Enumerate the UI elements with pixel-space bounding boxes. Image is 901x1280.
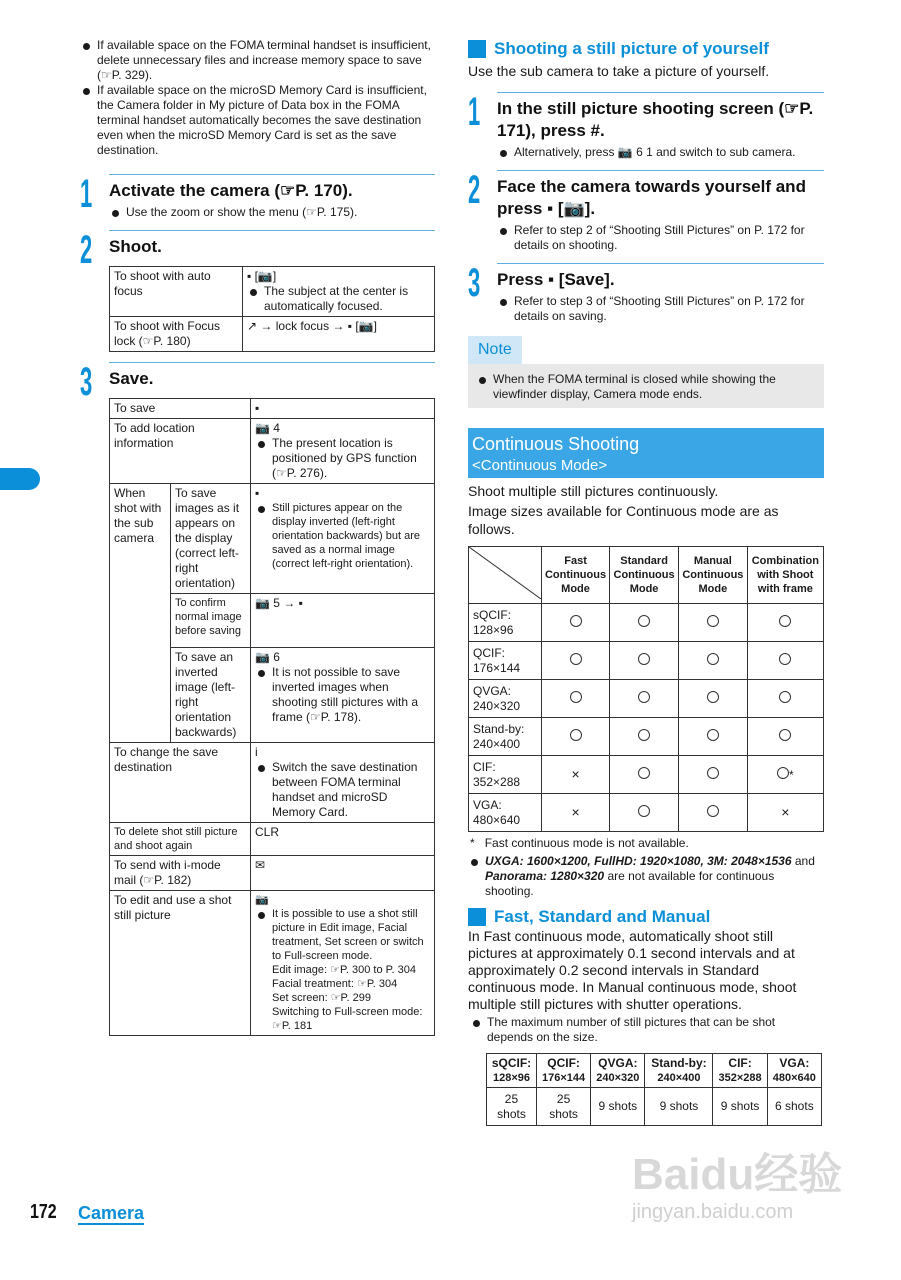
available-mark — [707, 653, 719, 665]
shots-cell — [591, 1088, 645, 1126]
row-operation — [251, 484, 435, 594]
unavailable-mark: × — [571, 765, 580, 782]
step-number: 1 — [80, 172, 93, 216]
watermark-url: jingyan.baidu.com — [632, 1201, 794, 1223]
table-row — [487, 1088, 822, 1126]
available-mark — [638, 615, 650, 627]
row-label: To save — [110, 399, 251, 419]
row-operation: 📷 5 → ▪ — [251, 594, 435, 648]
row-operation: CLR — [251, 823, 435, 856]
section-body: In Fast continuous mode, automatically shoot still pictures at approximately 0.1 second intervals and at approximately 0.2 second intervals in Standard continuous mode. In Manual continuous mode, shoot multiple still pictures with shutter operations. — [468, 928, 797, 1012]
available-mark — [638, 729, 650, 741]
table-row — [469, 756, 824, 794]
available-mark — [570, 615, 582, 627]
intro-bullet: If available space on the microSD Memory Card is insufficient, the Camera folder in My picture of Data box in the FOMA terminal handset automatically becomes the save destination even when the microSD Memory Card is set as the save destination. — [80, 83, 435, 158]
available-mark — [638, 691, 650, 703]
cell-line: shots — [549, 1106, 578, 1121]
availability-cell — [679, 794, 748, 832]
section-heading: Shooting a still picture of yourself — [468, 38, 824, 60]
row-label: To change the save destination — [110, 743, 251, 823]
available-mark — [779, 729, 791, 741]
column-header: Combination with Shoot with frame — [747, 547, 823, 604]
step-number: 1 — [468, 90, 481, 134]
unsupported-note — [468, 854, 824, 899]
step-title: Save. — [109, 362, 435, 390]
ref-line: Set screen: ☞P. 299 — [272, 992, 371, 1004]
operation-keys: 📷 4 — [255, 421, 280, 435]
page-number: 172 — [30, 1201, 57, 1223]
column-header — [713, 1054, 767, 1088]
step-bullet: Use the zoom or show the menu (☞P. 175). — [109, 205, 435, 220]
step-number: 2 — [80, 228, 93, 272]
shots-cell — [536, 1088, 590, 1126]
section-heading: Fast, Standard and Manual — [468, 906, 824, 928]
table-row — [469, 642, 824, 680]
availability-cell — [542, 604, 610, 642]
unsupported-sizes: UXGA: 1600×1200, FullHD: 1920×1080, 3M: 2048×1536 — [485, 854, 792, 868]
table-row — [110, 856, 435, 891]
available-mark — [638, 767, 650, 779]
table-row — [469, 680, 824, 718]
unsupported-pano: Panorama: 1280×320 — [485, 869, 605, 883]
step-number: 2 — [468, 168, 481, 212]
continuous-title: Continuous Shooting — [472, 434, 640, 454]
header-line: VGA: — [779, 1056, 810, 1070]
step-bullet: Alternatively, press 📷 6 1 and switch to sub camera. — [497, 145, 824, 160]
step-title: In the still picture shooting screen (☞P. 171), press #. — [497, 92, 824, 142]
footnote-text: Fast continuous mode is not available. — [484, 836, 689, 850]
step-title: Shoot. — [109, 230, 435, 258]
header-line: Stand-by: — [651, 1056, 707, 1070]
cell-line: 25 — [504, 1091, 519, 1106]
row-label: To save an inverted image (left-right orientation backwards) — [171, 648, 251, 743]
available-mark — [570, 653, 582, 665]
row-label: To send with i-mode mail (☞P. 182) — [110, 856, 251, 891]
watermark — [632, 1150, 862, 1270]
note-block — [468, 336, 824, 408]
chapter-side-tab — [0, 468, 40, 490]
availability-cell — [679, 604, 748, 642]
table-header-row — [487, 1054, 822, 1088]
cell-line: 9 shots — [720, 1099, 760, 1113]
available-mark — [779, 615, 791, 627]
availability-cell — [747, 680, 823, 718]
availability-cell — [610, 794, 679, 832]
column-header: Fast Continuous Mode — [542, 547, 610, 604]
shoot-table — [109, 266, 435, 352]
table-row — [110, 891, 435, 1036]
row-label: To delete shot still picture and shoot again — [110, 823, 251, 856]
row-note: The present location is positioned by GPS function (☞P. 276). — [255, 436, 430, 481]
available-mark — [570, 691, 582, 703]
available-mark — [779, 653, 791, 665]
availability-cell — [542, 794, 610, 832]
availability-cell — [542, 718, 610, 756]
table-row — [110, 419, 435, 484]
size-resolution: 128×96 — [473, 622, 514, 637]
column-header — [767, 1054, 821, 1088]
availability-cell — [679, 718, 748, 756]
availability-cell — [542, 756, 610, 794]
continuous-subtitle: <Continuous Mode> — [472, 457, 608, 474]
column-header — [645, 1054, 713, 1088]
header-line: sQCIF: — [491, 1056, 532, 1070]
availability-cell — [747, 642, 823, 680]
ref-line: Facial treatment: ☞P. 304 — [272, 978, 398, 990]
size-resolution: 352×288 — [473, 774, 521, 789]
chapter-name: Camera — [78, 1203, 145, 1223]
row-note: It is possible to use a shot still picture in Edit image, Facial treatment, Set screen or switch to Full-screen mode. — [255, 907, 430, 963]
step-1 — [80, 174, 435, 220]
cell-line: 9 shots — [598, 1099, 638, 1113]
table-row — [110, 317, 435, 352]
corner-cell — [469, 547, 542, 604]
header-line: CIF: — [728, 1056, 752, 1070]
row-label: To add location information — [110, 419, 251, 484]
availability-cell — [542, 642, 610, 680]
footnote-mark: * — [470, 836, 475, 850]
availability-cell — [610, 718, 679, 756]
row-operation — [251, 648, 435, 743]
availability-cell — [747, 794, 823, 832]
cell-line: 6 shots — [775, 1099, 814, 1113]
row-operation: ▪ — [251, 399, 435, 419]
size-resolution: 240×320 — [473, 698, 521, 713]
shots-cell — [767, 1088, 821, 1126]
row-size-label — [469, 604, 542, 642]
note-box — [468, 364, 824, 408]
row-operation — [251, 419, 435, 484]
table-row — [110, 267, 435, 317]
unavailable-mark: × — [781, 803, 790, 820]
continuous-intro: Shoot multiple still pictures continuously. — [468, 483, 719, 499]
row-note: Still pictures appear on the display inverted (left-right orientation backwards) but are saved as a normal image (correct left-right orientation). — [255, 501, 430, 571]
table-row — [469, 604, 824, 642]
available-mark — [707, 729, 719, 741]
row-operation — [251, 891, 435, 1036]
shots-table — [486, 1053, 822, 1126]
operation-keys: ▪ [📷] — [247, 269, 277, 283]
shots-cell — [487, 1088, 537, 1126]
operation-keys: ▪ — [255, 486, 260, 500]
table-row — [110, 484, 435, 594]
available-mark — [707, 615, 719, 627]
row-operation: ↗ → lock focus → ▪ [📷] — [243, 317, 435, 352]
size-name: QVGA: — [473, 683, 512, 698]
note-star: * — [789, 767, 794, 782]
row-label: To confirm normal image before saving — [171, 594, 251, 648]
available-mark — [707, 691, 719, 703]
availability-cell — [542, 680, 610, 718]
availability-cell — [679, 680, 748, 718]
save-table — [109, 398, 435, 1036]
size-name: QCIF: — [473, 645, 505, 660]
size-resolution: 480×640 — [473, 812, 521, 827]
mode-table-body — [469, 604, 824, 832]
footnote — [468, 836, 824, 851]
right-column — [468, 38, 824, 1126]
cell-line: 9 shots — [659, 1099, 699, 1113]
availability-cell — [747, 604, 823, 642]
operation-keys: 📷 6 — [255, 650, 280, 664]
column-header — [591, 1054, 645, 1088]
step-3 — [80, 362, 435, 1036]
row-label: To edit and use a shot still picture — [110, 891, 251, 1036]
left-column — [80, 38, 435, 1036]
step-bullet: Refer to step 2 of “Shooting Still Pictures” on P. 172 for details on shooting. — [497, 223, 824, 253]
header-line: 240×400 — [657, 1072, 701, 1084]
unavailable-mark: × — [571, 803, 580, 820]
operation-keys: 📷 — [255, 894, 269, 906]
header-line: 480×640 — [772, 1072, 816, 1084]
ref-line: Edit image: ☞P. 300 to P. 304 — [272, 964, 416, 976]
column-header — [487, 1054, 537, 1088]
continuous-title-bar — [468, 428, 824, 478]
table-row — [469, 718, 824, 756]
availability-cell — [610, 604, 679, 642]
unsupported-tail: are not available for continuous shooting. — [485, 869, 775, 898]
column-header: Standard Continuous Mode — [610, 547, 679, 604]
operation-keys: i — [255, 745, 258, 759]
continuous-intro: Image sizes available for Continuous mode are as follows. — [468, 503, 779, 537]
group-label: When shot with the sub camera — [110, 484, 171, 743]
step-title: Activate the camera (☞P. 170). — [109, 174, 435, 202]
row-size-label — [469, 680, 542, 718]
shots-cell — [645, 1088, 713, 1126]
step-title: Face the camera towards yourself and press ▪ [📷]. — [497, 170, 824, 220]
right-step-2 — [468, 170, 824, 253]
cell-line: shots — [497, 1106, 526, 1121]
column-header — [536, 1054, 590, 1088]
row-size-label — [469, 794, 542, 832]
unsupported-and: and — [794, 854, 815, 868]
available-mark — [638, 653, 650, 665]
step-title: Press ▪ [Save]. — [497, 263, 824, 291]
step-bullet: Refer to step 3 of “Shooting Still Pictures” on P. 172 for details on saving. — [497, 294, 824, 324]
available-mark — [779, 691, 791, 703]
header-line: 176×144 — [542, 1072, 586, 1084]
availability-cell — [747, 756, 823, 794]
step-2 — [80, 230, 435, 352]
availability-cell — [610, 756, 679, 794]
availability-cell — [679, 756, 748, 794]
cell-line: 25 — [556, 1091, 571, 1106]
available-mark — [707, 805, 719, 817]
size-name: sQCIF: — [473, 607, 511, 622]
availability-cell — [747, 718, 823, 756]
size-name: CIF: — [473, 759, 496, 774]
row-note: Switch the save destination between FOMA terminal handset and microSD Memory Card. — [255, 760, 430, 820]
header-line: 352×288 — [718, 1072, 762, 1084]
row-note: The subject at the center is automatically focused. — [247, 284, 430, 314]
row-note: It is not possible to save inverted images when shooting still pictures with a frame (☞P. 178). — [255, 665, 430, 725]
available-mark — [777, 767, 789, 779]
table-row — [110, 399, 435, 419]
right-step-3 — [468, 263, 824, 324]
size-name: Stand-by: — [473, 721, 525, 736]
available-mark — [570, 729, 582, 741]
section-bullet: The maximum number of still pictures that can be shot depends on the size. — [470, 1015, 824, 1045]
note-tag: Note — [468, 336, 522, 364]
row-operation — [251, 743, 435, 823]
size-resolution: 240×400 — [473, 736, 521, 751]
header-line: 240×320 — [596, 1072, 640, 1084]
step-number: 3 — [80, 360, 93, 404]
row-label: To shoot with Focus lock (☞P. 180) — [110, 317, 243, 352]
row-size-label — [469, 642, 542, 680]
table-header-row — [469, 547, 824, 604]
table-row — [110, 823, 435, 856]
row-operation: ✉ — [251, 856, 435, 891]
intro-bullet: If available space on the FOMA terminal handset is insufficient, delete unnecessary files and increase memory space to save (☞P. 329). — [80, 38, 435, 83]
right-step-1 — [468, 92, 824, 160]
diagonal-line — [469, 547, 541, 599]
availability-cell — [610, 642, 679, 680]
size-resolution: 176×144 — [473, 660, 521, 675]
mode-table — [468, 546, 824, 832]
section-intro: Use the sub camera to take a picture of yourself. — [468, 63, 770, 79]
available-mark — [707, 767, 719, 779]
note-text: When the FOMA terminal is closed while showing the viewfinder display, Camera mode ends. — [476, 372, 816, 402]
row-label: To save images as it appears on the display (correct left-right orientation) — [171, 484, 251, 594]
size-name: VGA: — [473, 797, 502, 812]
availability-cell — [679, 642, 748, 680]
header-line: 128×96 — [492, 1072, 530, 1084]
row-size-label — [469, 756, 542, 794]
column-header: Manual Continuous Mode — [679, 547, 748, 604]
step-number: 3 — [468, 261, 481, 305]
ref-line: Switching to Full-screen mode: ☞P. 181 — [272, 1006, 423, 1032]
header-line: QCIF: — [547, 1056, 580, 1070]
page-footer — [30, 1200, 145, 1224]
table-row — [110, 743, 435, 823]
row-size-label — [469, 718, 542, 756]
table-row — [469, 794, 824, 832]
row-operation — [243, 267, 435, 317]
row-label: To shoot with auto focus — [110, 267, 243, 317]
watermark-logo: Baidu经验 — [632, 1150, 843, 1199]
header-line: QVGA: — [598, 1056, 638, 1070]
availability-cell — [610, 680, 679, 718]
available-mark — [638, 805, 650, 817]
shots-cell — [713, 1088, 767, 1126]
